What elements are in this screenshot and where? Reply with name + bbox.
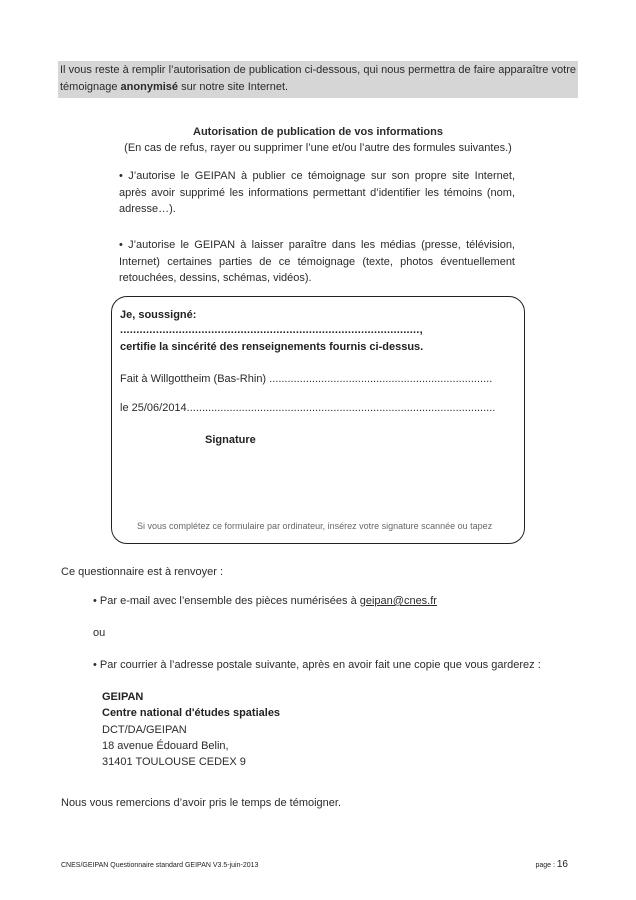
footer-document-id: CNES/GEIPAN Questionnaire standard GEIPAN V3.5-juin-2013 bbox=[61, 862, 259, 869]
date-field[interactable]: le 25/06/2014..................................................................................................... bbox=[120, 402, 496, 414]
intro-emphasis: anonymisé bbox=[120, 81, 179, 93]
address-city: 31401 TOULOUSE CEDEX 9 bbox=[102, 756, 246, 769]
footer-page-number: 16 bbox=[556, 859, 568, 870]
footer-page bbox=[535, 859, 568, 870]
intro-highlight bbox=[58, 61, 578, 98]
or-separator: ou bbox=[93, 627, 106, 639]
email-link[interactable]: geipan@cnes.fr bbox=[359, 595, 437, 607]
return-intro: Ce questionnaire est à renvoyer : bbox=[61, 566, 224, 578]
undersigned-name-field[interactable]: ............................................................................................, bbox=[120, 324, 423, 336]
intro-text-after: sur notre site Internet. bbox=[178, 81, 289, 93]
authorization-clause-website: • J’autorise le GEIPAN à publier ce témoignage sur son propre site Internet, après avoir supprimé les informations permettant d’identifier les témoins (nom, adresse…). bbox=[119, 170, 515, 215]
signature-box bbox=[111, 296, 525, 544]
authorization-subtitle: (En cas de refus, rayer ou supprimer l’une et/ou l’autre des formules suivantes.) bbox=[124, 142, 512, 154]
postal-address bbox=[102, 689, 280, 770]
undersigned-label: Je, soussigné: bbox=[120, 309, 197, 321]
closing-text: Nous vous remercions d’avoir pris le temps de témoigner. bbox=[61, 797, 342, 809]
certification-statement: certifie la sincérité des renseignements fournis ci-dessus. bbox=[120, 341, 424, 353]
footer-page-label: page : bbox=[535, 862, 557, 869]
address-street: 18 avenue Édouard Belin, bbox=[102, 739, 229, 752]
email-option-text: • Par e-mail avec l’ensemble des pièces numérisées à bbox=[93, 595, 360, 607]
authorization-title: Autorisation de publication de vos informations bbox=[193, 126, 443, 138]
address-center: Centre national d'études spatiales bbox=[102, 707, 281, 720]
authorization-clause-media: • J’autorise le GEIPAN à laisser paraître dans les médias (presse, télévision, Internet) certaines parties de ce témoignage (texte, photos éventuellement retouchées, dessins, schémas, vidéos). bbox=[119, 239, 515, 284]
email-option bbox=[93, 595, 437, 607]
place-field[interactable]: Fait à Willgottheim (Bas-Rhin) ......................................................................... bbox=[120, 373, 493, 385]
address-org: GEIPAN bbox=[102, 691, 144, 703]
signature-note: Si vous complétez ce formulaire par ordinateur, insérez votre signature scannée ou tapez bbox=[137, 521, 493, 531]
intro-text-before: Il vous reste à remplir l’autorisation de publication ci-dessous, qui nous permettra de faire apparaître votre témoignage bbox=[60, 64, 576, 93]
signature-label: Signature bbox=[205, 434, 256, 446]
postal-option-text: • Par courrier à l’adresse postale suivante, après en avoir fait une copie que vous garderez : bbox=[93, 659, 541, 671]
address-dept: DCT/DA/GEIPAN bbox=[102, 723, 187, 736]
